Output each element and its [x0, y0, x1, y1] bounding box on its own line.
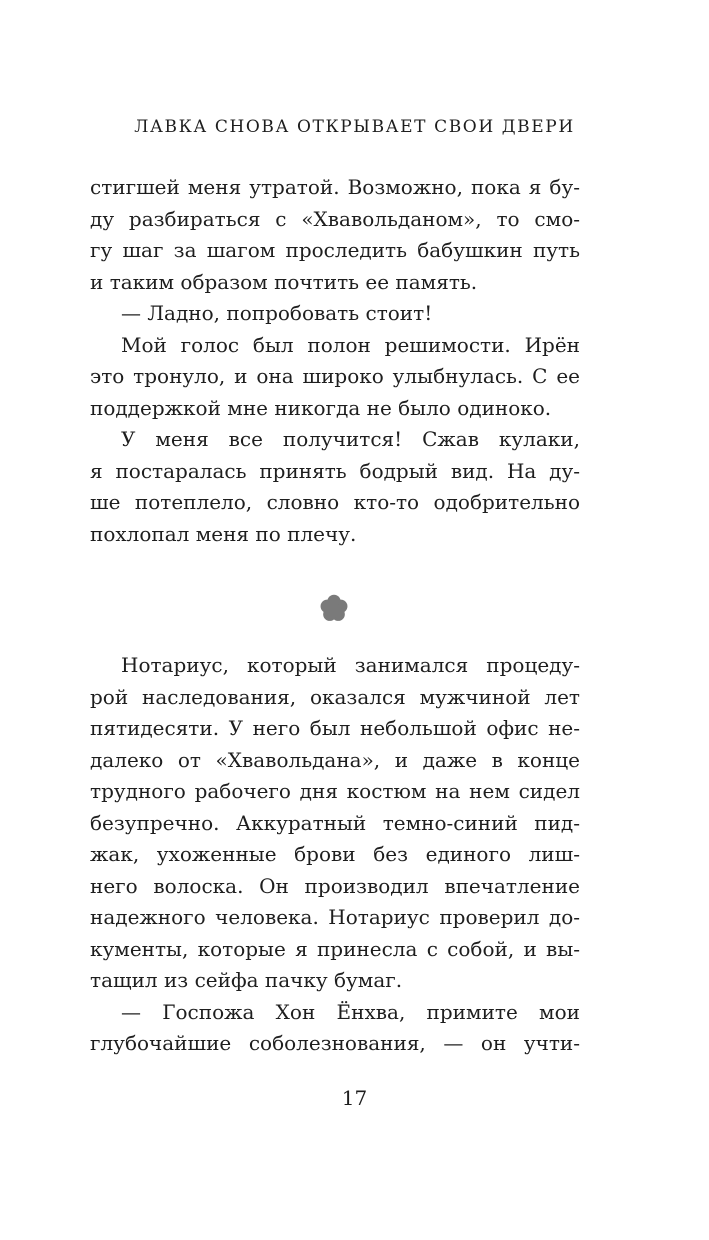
text-line: У меня все получится! Сжав кулаки, — [121, 427, 580, 451]
text-block-2 — [90, 650, 580, 1060]
text-line: надежного человека. Нотариус проверил до- — [90, 905, 580, 929]
text-line: это тронуло, и она широко улыбнулась. С ее — [90, 364, 580, 388]
text-line: трудного рабочего дня костюм на нем сидел — [90, 779, 580, 803]
text-line: Нотариус, который занимался процеду- — [121, 653, 580, 677]
text-line: тащил из сейфа пачку бумаг. — [90, 968, 403, 992]
text-line: далеко от «Хвавольдана», и даже в конце — [90, 747, 580, 772]
text-line: гу шаг за шагом проследить бабушкин путь — [90, 238, 580, 262]
flower-icon — [318, 592, 350, 624]
text-line: безупречно. Аккуратный темно-синий пид- — [90, 810, 580, 835]
text-line: я постаралась принять бодрый вид. На ду- — [90, 458, 580, 483]
text-line: Мой голос был полон решимости. Ирён — [121, 332, 580, 357]
text-line: поддержкой мне никогда не было одиноко. — [90, 395, 552, 420]
text-line: рой наследования, оказался мужчиной лет — [90, 684, 580, 709]
text-line: него волоска. Он производил впечатление — [90, 873, 580, 898]
text-line: ду разбираться с «Хвавольданом», то смо- — [90, 206, 580, 231]
text-line: пятидесяти. У него был небольшой офис не- — [90, 716, 580, 740]
text-line: кументы, которые я принесла с собой, и вы- — [90, 936, 580, 961]
text-line: и таким образом почтить ее память. — [90, 269, 478, 294]
text-line: — Госпожа Хон Ёнхва, примите мои — [121, 999, 580, 1024]
page-number: 17 — [341, 1086, 368, 1110]
running-head: ЛАВКА СНОВА ОТКРЫВАЕТ СВОИ ДВЕРИ — [134, 117, 575, 137]
text-line: глубочайшие соболезнования, — он учти- — [90, 1031, 580, 1055]
text-line: похлопал меня по плечу. — [90, 521, 357, 546]
text-block-1 — [90, 172, 580, 550]
text-line: стигшей меня утратой. Возможно, пока я бу- — [90, 175, 580, 199]
text-line: — Ладно, попробовать стоит! — [121, 301, 433, 325]
text-line: ше потеплело, словно кто-то одобрительно — [90, 490, 580, 514]
text-line: жак, ухоженные брови без единого лиш- — [90, 842, 580, 866]
